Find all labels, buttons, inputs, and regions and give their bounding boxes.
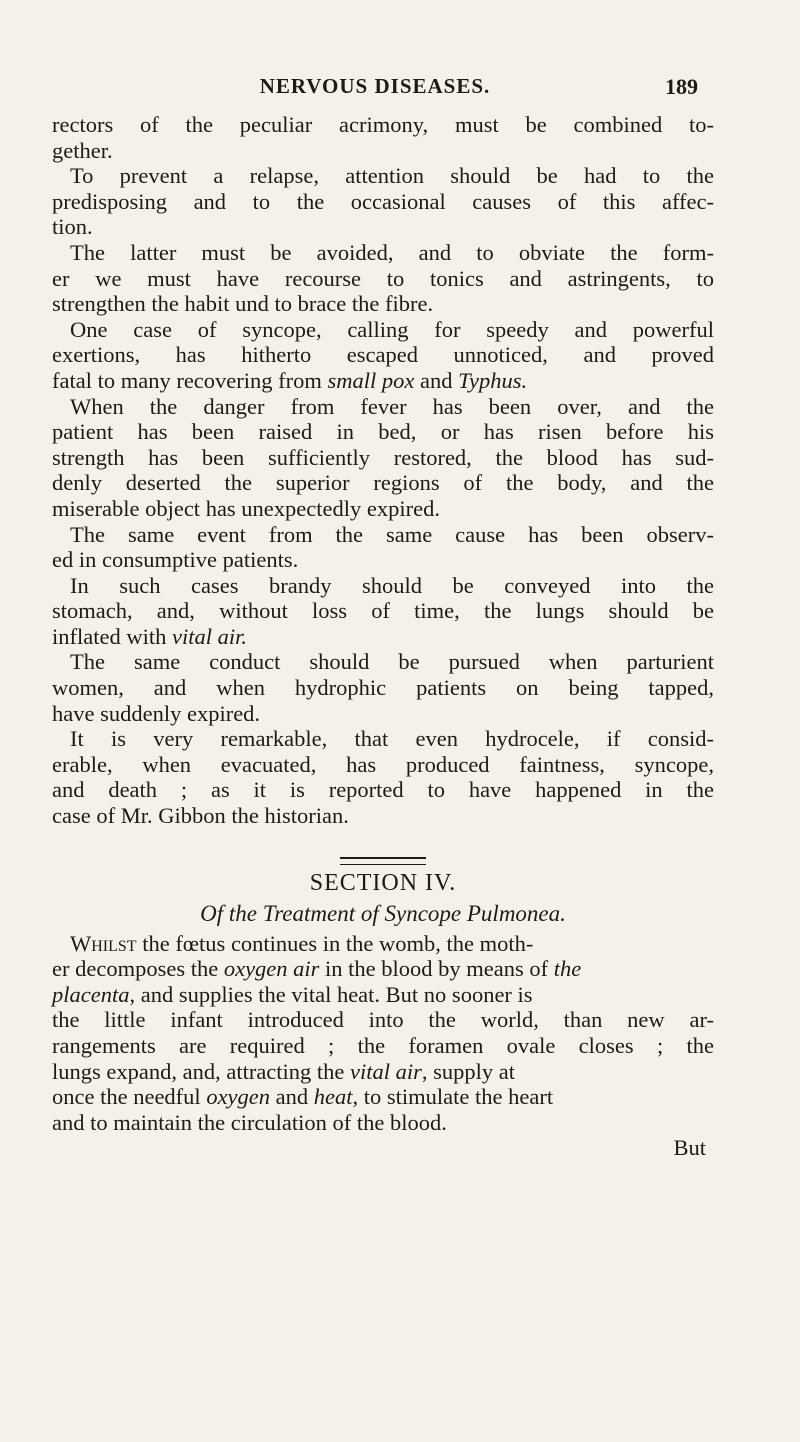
text-segment: inflated with: [52, 623, 172, 649]
italic-term: placenta: [52, 981, 130, 1007]
text-line: exertions, has hitherto escaped unnoticed, and proved: [52, 342, 714, 368]
text-line: [52, 982, 714, 1008]
text-line: In such cases brandy should be conveyed into the: [70, 572, 714, 598]
text-line: the little infant introduced into the world, than new ar-: [52, 1007, 714, 1033]
text-line: [52, 368, 714, 394]
text-line: rangements are required ; the foramen ovale closes ; the: [52, 1033, 714, 1058]
text-line: One case of syncope, calling for speedy and powerful: [70, 316, 714, 342]
text-line: strengthen the habit und to brace the fibre.: [52, 291, 434, 317]
text-segment: and: [270, 1084, 314, 1110]
running-head: [52, 74, 698, 104]
text-line: and death ; as it is reported to have happened in the: [52, 777, 714, 803]
text-segment: , and supplies the vital heat. But no sooner is: [129, 981, 533, 1007]
catchword: But: [673, 1135, 706, 1161]
text-segment: , supply at: [421, 1058, 516, 1084]
text-line: miserable object has unexpectedly expired.: [52, 495, 440, 521]
text-line: denly deserted the superior regions of the body, and the: [52, 470, 714, 496]
text-line: and to maintain the circulation of the blood.: [52, 1109, 447, 1135]
section-heading: SECTION IV.: [309, 869, 457, 896]
text-line: It is very remarkable, that even hydrocele, if consid-: [70, 726, 714, 752]
text-line: [52, 1059, 714, 1085]
text-line: The same conduct should be pursued when parturient: [70, 649, 714, 675]
italic-term: Typhus.: [458, 367, 528, 393]
text-line: predisposing and to the occasional causes of this affec-: [52, 188, 714, 214]
italic-term: vital air.: [171, 623, 247, 649]
italic-term: small pox: [327, 367, 415, 393]
text-line: [52, 956, 714, 982]
page-number: 189: [665, 74, 698, 99]
text-segment: in the blood by means of: [319, 956, 554, 982]
text-segment: , to stimulate the heart: [352, 1084, 554, 1110]
text-line: case of Mr. Gibbon the historian.: [52, 803, 349, 829]
text-segment: fatal to many recovering from: [52, 367, 328, 393]
text-line: tion.: [52, 214, 93, 240]
section-divider: [340, 857, 426, 865]
italic-term: oxygen: [206, 1084, 271, 1110]
text-line: [52, 624, 714, 650]
text-line: ed in consumptive patients.: [52, 547, 299, 573]
text-segment: er decomposes the: [52, 956, 224, 982]
text-line: The latter must be avoided, and to obviate the form-: [70, 239, 714, 265]
text-line: [52, 1084, 714, 1110]
italic-term: heat: [313, 1084, 353, 1110]
text-line: The same event from the same cause has been observ-: [70, 521, 714, 547]
text-segment: and: [414, 367, 459, 393]
section-subheading: Of the Treatment of Syncope Pulmonea.: [200, 900, 566, 926]
running-title: NERVOUS DISEASES.: [259, 74, 491, 98]
italic-term: the: [553, 956, 582, 982]
text-line: When the danger from fever has been over, and the: [70, 393, 714, 419]
text-segment: Whilst: [70, 930, 137, 956]
text-line: have suddenly expired.: [52, 700, 261, 726]
text-segment: lungs expand, and, attracting the: [52, 1058, 351, 1084]
body-text: [52, 112, 714, 1161]
text-line: erable, when evacuated, has produced faintness, syncope,: [52, 751, 714, 777]
text-line: stomach, and, without loss of time, the lungs should be: [52, 598, 714, 624]
italic-term: vital air: [350, 1058, 422, 1084]
italic-term: oxygen air: [223, 956, 320, 982]
text-line: women, and when hydrophic patients on being tapped,: [52, 675, 714, 701]
text-line: strength has been sufficiently restored, the blood has sud-: [52, 444, 714, 470]
text-line: To prevent a relapse, attention should be had to the: [70, 163, 714, 189]
text-line: rectors of the peculiar acrimony, must be combined to-: [52, 112, 714, 137]
text-line: [52, 931, 714, 957]
text-line: gether.: [52, 137, 113, 163]
text-segment: the fœtus continues in the womb, the moth-: [136, 930, 534, 956]
text-line: er we must have recourse to tonics and astringents, to: [52, 265, 714, 291]
text-segment: once the needful: [52, 1084, 207, 1110]
text-line: patient has been raised in bed, or has risen before his: [52, 419, 714, 445]
